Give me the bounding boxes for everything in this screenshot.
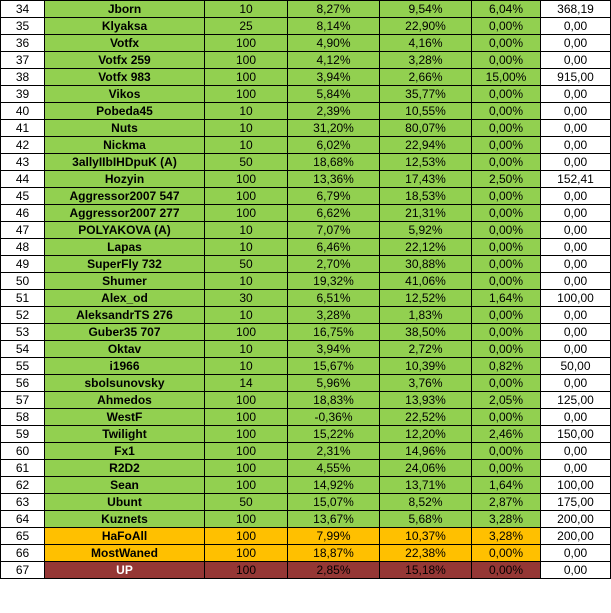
value-b-cell: 6,62%	[288, 205, 380, 222]
row-number-cell: 45	[1, 188, 45, 205]
trader-name-cell: Kuznets	[45, 511, 205, 528]
value-d-cell: 2,50%	[472, 171, 541, 188]
value-b-cell: 16,75%	[288, 324, 380, 341]
value-e-cell: 175,00	[541, 494, 611, 511]
value-a-cell: 100	[205, 35, 288, 52]
value-d-cell: 1,64%	[472, 477, 541, 494]
table-row	[1, 511, 611, 528]
value-e-cell: 0,00	[541, 137, 611, 154]
value-b-cell: 13,36%	[288, 171, 380, 188]
value-a-cell: 10	[205, 239, 288, 256]
trader-name-cell: Nuts	[45, 120, 205, 137]
value-a-cell: 10	[205, 120, 288, 137]
value-e-cell: 0,00	[541, 222, 611, 239]
value-a-cell: 30	[205, 290, 288, 307]
value-d-cell: 0,00%	[472, 35, 541, 52]
value-a-cell: 100	[205, 562, 288, 579]
trader-name-cell: WestF	[45, 409, 205, 426]
value-b-cell: 15,07%	[288, 494, 380, 511]
value-e-cell: 0,00	[541, 545, 611, 562]
value-d-cell: 15,00%	[472, 69, 541, 86]
table-row	[1, 103, 611, 120]
value-b-cell: 6,51%	[288, 290, 380, 307]
value-c-cell: 15,18%	[380, 562, 472, 579]
value-b-cell: 18,83%	[288, 392, 380, 409]
value-d-cell: 0,00%	[472, 154, 541, 171]
value-c-cell: 14,96%	[380, 443, 472, 460]
value-a-cell: 100	[205, 188, 288, 205]
table-row	[1, 239, 611, 256]
value-e-cell: 100,00	[541, 477, 611, 494]
value-b-cell: 14,92%	[288, 477, 380, 494]
table-row	[1, 222, 611, 239]
row-number-cell: 37	[1, 52, 45, 69]
table-row	[1, 1, 611, 18]
value-b-cell: 2,85%	[288, 562, 380, 579]
row-number-cell: 63	[1, 494, 45, 511]
table-row	[1, 443, 611, 460]
value-e-cell: 0,00	[541, 86, 611, 103]
row-number-cell: 41	[1, 120, 45, 137]
value-a-cell: 10	[205, 341, 288, 358]
value-d-cell: 0,00%	[472, 52, 541, 69]
value-a-cell: 100	[205, 511, 288, 528]
value-a-cell: 50	[205, 154, 288, 171]
row-number-cell: 47	[1, 222, 45, 239]
value-c-cell: 22,52%	[380, 409, 472, 426]
row-number-cell: 44	[1, 171, 45, 188]
table-row	[1, 494, 611, 511]
value-c-cell: 22,94%	[380, 137, 472, 154]
value-a-cell: 100	[205, 426, 288, 443]
value-a-cell: 14	[205, 375, 288, 392]
table-row	[1, 154, 611, 171]
value-c-cell: 10,37%	[380, 528, 472, 545]
value-c-cell: 10,55%	[380, 103, 472, 120]
trader-name-cell: 3allyIIbIHDpuK (A)	[45, 154, 205, 171]
value-b-cell: 5,84%	[288, 86, 380, 103]
row-number-cell: 38	[1, 69, 45, 86]
trader-name-cell: Sean	[45, 477, 205, 494]
trader-name-cell: Hozyin	[45, 171, 205, 188]
value-d-cell: 0,00%	[472, 307, 541, 324]
table-row	[1, 307, 611, 324]
row-number-cell: 56	[1, 375, 45, 392]
trader-name-cell: Fx1	[45, 443, 205, 460]
value-e-cell: 0,00	[541, 103, 611, 120]
trader-name-cell: Klyaksa	[45, 18, 205, 35]
value-c-cell: 12,52%	[380, 290, 472, 307]
value-b-cell: 2,39%	[288, 103, 380, 120]
row-number-cell: 43	[1, 154, 45, 171]
value-d-cell: 0,82%	[472, 358, 541, 375]
value-c-cell: 21,31%	[380, 205, 472, 222]
value-b-cell: 2,70%	[288, 256, 380, 273]
row-number-cell: 50	[1, 273, 45, 290]
value-d-cell: 2,46%	[472, 426, 541, 443]
value-a-cell: 50	[205, 256, 288, 273]
row-number-cell: 42	[1, 137, 45, 154]
value-e-cell: 0,00	[541, 341, 611, 358]
trader-name-cell: Votfx 983	[45, 69, 205, 86]
row-number-cell: 54	[1, 341, 45, 358]
row-number-cell: 60	[1, 443, 45, 460]
table-row	[1, 324, 611, 341]
trader-name-cell: Jborn	[45, 1, 205, 18]
value-a-cell: 100	[205, 409, 288, 426]
value-e-cell: 368,19	[541, 1, 611, 18]
value-e-cell: 0,00	[541, 239, 611, 256]
value-b-cell: 19,32%	[288, 273, 380, 290]
value-b-cell: 6,02%	[288, 137, 380, 154]
table-row	[1, 375, 611, 392]
value-e-cell: 0,00	[541, 375, 611, 392]
value-e-cell: 0,00	[541, 154, 611, 171]
value-d-cell: 0,00%	[472, 375, 541, 392]
table-row	[1, 545, 611, 562]
value-a-cell: 100	[205, 324, 288, 341]
value-b-cell: 31,20%	[288, 120, 380, 137]
trader-name-cell: Nickma	[45, 137, 205, 154]
value-e-cell: 0,00	[541, 460, 611, 477]
value-d-cell: 0,00%	[472, 188, 541, 205]
value-c-cell: 22,90%	[380, 18, 472, 35]
value-a-cell: 10	[205, 103, 288, 120]
value-d-cell: 0,00%	[472, 545, 541, 562]
row-number-cell: 57	[1, 392, 45, 409]
row-number-cell: 62	[1, 477, 45, 494]
value-b-cell: 15,67%	[288, 358, 380, 375]
table-row	[1, 358, 611, 375]
row-number-cell: 35	[1, 18, 45, 35]
value-b-cell: 4,12%	[288, 52, 380, 69]
row-number-cell: 49	[1, 256, 45, 273]
value-e-cell: 0,00	[541, 205, 611, 222]
value-c-cell: 18,53%	[380, 188, 472, 205]
value-e-cell: 915,00	[541, 69, 611, 86]
value-d-cell: 0,00%	[472, 324, 541, 341]
table-row	[1, 52, 611, 69]
value-a-cell: 10	[205, 358, 288, 375]
value-a-cell: 100	[205, 545, 288, 562]
row-number-cell: 52	[1, 307, 45, 324]
trader-name-cell: SuperFly 732	[45, 256, 205, 273]
value-e-cell: 0,00	[541, 324, 611, 341]
value-d-cell: 2,05%	[472, 392, 541, 409]
row-number-cell: 58	[1, 409, 45, 426]
value-b-cell: 6,79%	[288, 188, 380, 205]
table-row	[1, 392, 611, 409]
value-d-cell: 3,28%	[472, 528, 541, 545]
value-c-cell: 13,71%	[380, 477, 472, 494]
value-e-cell: 0,00	[541, 443, 611, 460]
value-c-cell: 2,66%	[380, 69, 472, 86]
row-number-cell: 48	[1, 239, 45, 256]
value-e-cell: 0,00	[541, 188, 611, 205]
value-a-cell: 100	[205, 460, 288, 477]
value-d-cell: 6,04%	[472, 1, 541, 18]
value-d-cell: 0,00%	[472, 273, 541, 290]
value-a-cell: 50	[205, 494, 288, 511]
value-e-cell: 0,00	[541, 307, 611, 324]
table-row	[1, 256, 611, 273]
trader-name-cell: sbolsunovsky	[45, 375, 205, 392]
value-c-cell: 24,06%	[380, 460, 472, 477]
row-number-cell: 40	[1, 103, 45, 120]
value-a-cell: 100	[205, 171, 288, 188]
value-e-cell: 150,00	[541, 426, 611, 443]
table-row	[1, 341, 611, 358]
trader-name-cell: Alex_od	[45, 290, 205, 307]
table-row	[1, 290, 611, 307]
row-number-cell: 55	[1, 358, 45, 375]
table-row	[1, 562, 611, 579]
value-e-cell: 200,00	[541, 511, 611, 528]
value-e-cell: 0,00	[541, 273, 611, 290]
value-c-cell: 1,83%	[380, 307, 472, 324]
value-a-cell: 100	[205, 69, 288, 86]
value-b-cell: 6,46%	[288, 239, 380, 256]
value-c-cell: 8,52%	[380, 494, 472, 511]
value-b-cell: 8,14%	[288, 18, 380, 35]
value-e-cell: 0,00	[541, 18, 611, 35]
value-c-cell: 3,76%	[380, 375, 472, 392]
value-b-cell: 5,96%	[288, 375, 380, 392]
value-c-cell: 38,50%	[380, 324, 472, 341]
value-a-cell: 10	[205, 1, 288, 18]
value-c-cell: 22,12%	[380, 239, 472, 256]
table-row	[1, 120, 611, 137]
table-row	[1, 69, 611, 86]
value-e-cell: 125,00	[541, 392, 611, 409]
value-d-cell: 0,00%	[472, 562, 541, 579]
row-number-cell: 66	[1, 545, 45, 562]
value-b-cell: 13,67%	[288, 511, 380, 528]
value-d-cell: 0,00%	[472, 409, 541, 426]
value-d-cell: 1,64%	[472, 290, 541, 307]
value-d-cell: 0,00%	[472, 443, 541, 460]
value-a-cell: 10	[205, 307, 288, 324]
row-number-cell: 46	[1, 205, 45, 222]
table-row	[1, 409, 611, 426]
row-number-cell: 65	[1, 528, 45, 545]
value-a-cell: 100	[205, 392, 288, 409]
table-row	[1, 35, 611, 52]
table-row	[1, 426, 611, 443]
value-b-cell: 4,90%	[288, 35, 380, 52]
row-number-cell: 34	[1, 1, 45, 18]
value-d-cell: 0,00%	[472, 103, 541, 120]
trader-name-cell: Aggressor2007 277	[45, 205, 205, 222]
trader-name-cell: Oktav	[45, 341, 205, 358]
trader-name-cell: UP	[45, 562, 205, 579]
value-c-cell: 17,43%	[380, 171, 472, 188]
value-a-cell: 10	[205, 137, 288, 154]
value-a-cell: 100	[205, 528, 288, 545]
value-e-cell: 0,00	[541, 120, 611, 137]
table-row	[1, 18, 611, 35]
value-a-cell: 25	[205, 18, 288, 35]
table-row	[1, 188, 611, 205]
trader-name-cell: Ubunt	[45, 494, 205, 511]
value-d-cell: 0,00%	[472, 460, 541, 477]
value-a-cell: 10	[205, 222, 288, 239]
value-c-cell: 80,07%	[380, 120, 472, 137]
row-number-cell: 67	[1, 562, 45, 579]
trader-name-cell: Lapas	[45, 239, 205, 256]
table-row	[1, 171, 611, 188]
value-e-cell: 100,00	[541, 290, 611, 307]
trader-name-cell: POLYAKOVA (A)	[45, 222, 205, 239]
trader-name-cell: Vikos	[45, 86, 205, 103]
value-c-cell: 12,53%	[380, 154, 472, 171]
trader-name-cell: Aggressor2007 547	[45, 188, 205, 205]
value-c-cell: 9,54%	[380, 1, 472, 18]
value-c-cell: 3,28%	[380, 52, 472, 69]
value-a-cell: 10	[205, 273, 288, 290]
table-row	[1, 273, 611, 290]
trader-name-cell: Votfx	[45, 35, 205, 52]
value-c-cell: 2,72%	[380, 341, 472, 358]
value-d-cell: 0,00%	[472, 86, 541, 103]
row-number-cell: 36	[1, 35, 45, 52]
trader-name-cell: AleksandrTS 276	[45, 307, 205, 324]
trader-name-cell: Votfx 259	[45, 52, 205, 69]
trader-name-cell: MostWaned	[45, 545, 205, 562]
value-d-cell: 0,00%	[472, 341, 541, 358]
value-d-cell: 0,00%	[472, 205, 541, 222]
value-b-cell: 8,27%	[288, 1, 380, 18]
row-number-cell: 64	[1, 511, 45, 528]
trader-name-cell: Ahmedos	[45, 392, 205, 409]
value-c-cell: 35,77%	[380, 86, 472, 103]
value-a-cell: 100	[205, 52, 288, 69]
value-d-cell: 0,00%	[472, 239, 541, 256]
value-c-cell: 30,88%	[380, 256, 472, 273]
value-a-cell: 100	[205, 477, 288, 494]
trader-name-cell: i1966	[45, 358, 205, 375]
trader-name-cell: HaFoAll	[45, 528, 205, 545]
trader-name-cell: Pobeda45	[45, 103, 205, 120]
value-d-cell: 0,00%	[472, 18, 541, 35]
value-d-cell: 2,87%	[472, 494, 541, 511]
value-d-cell: 0,00%	[472, 256, 541, 273]
value-d-cell: 0,00%	[472, 120, 541, 137]
trader-name-cell: Shumer	[45, 273, 205, 290]
value-c-cell: 4,16%	[380, 35, 472, 52]
value-b-cell: 3,94%	[288, 69, 380, 86]
value-e-cell: 0,00	[541, 562, 611, 579]
value-d-cell: 0,00%	[472, 137, 541, 154]
value-e-cell: 50,00	[541, 358, 611, 375]
table-row	[1, 528, 611, 545]
value-b-cell: 7,07%	[288, 222, 380, 239]
value-b-cell: 15,22%	[288, 426, 380, 443]
table-row	[1, 205, 611, 222]
value-e-cell: 152,41	[541, 171, 611, 188]
value-b-cell: 2,31%	[288, 443, 380, 460]
table-row	[1, 460, 611, 477]
value-c-cell: 12,20%	[380, 426, 472, 443]
value-e-cell: 0,00	[541, 35, 611, 52]
table-row	[1, 477, 611, 494]
row-number-cell: 59	[1, 426, 45, 443]
value-b-cell: 3,28%	[288, 307, 380, 324]
value-c-cell: 41,06%	[380, 273, 472, 290]
trader-name-cell: Guber35 707	[45, 324, 205, 341]
value-c-cell: 10,39%	[380, 358, 472, 375]
table-row	[1, 137, 611, 154]
value-e-cell: 0,00	[541, 52, 611, 69]
value-c-cell: 13,93%	[380, 392, 472, 409]
row-number-cell: 53	[1, 324, 45, 341]
value-b-cell: 3,94%	[288, 341, 380, 358]
table-body	[1, 1, 611, 579]
value-b-cell: 7,99%	[288, 528, 380, 545]
value-d-cell: 0,00%	[472, 222, 541, 239]
row-number-cell: 39	[1, 86, 45, 103]
trader-name-cell: Twilight	[45, 426, 205, 443]
value-c-cell: 5,92%	[380, 222, 472, 239]
value-e-cell: 200,00	[541, 528, 611, 545]
value-c-cell: 22,38%	[380, 545, 472, 562]
value-b-cell: 4,55%	[288, 460, 380, 477]
value-e-cell: 0,00	[541, 256, 611, 273]
row-number-cell: 61	[1, 460, 45, 477]
value-b-cell: -0,36%	[288, 409, 380, 426]
value-e-cell: 0,00	[541, 409, 611, 426]
value-a-cell: 100	[205, 86, 288, 103]
table-row	[1, 86, 611, 103]
value-a-cell: 100	[205, 205, 288, 222]
value-c-cell: 5,68%	[380, 511, 472, 528]
trader-name-cell: R2D2	[45, 460, 205, 477]
value-d-cell: 3,28%	[472, 511, 541, 528]
value-b-cell: 18,68%	[288, 154, 380, 171]
value-a-cell: 100	[205, 443, 288, 460]
row-number-cell: 51	[1, 290, 45, 307]
value-b-cell: 18,87%	[288, 545, 380, 562]
